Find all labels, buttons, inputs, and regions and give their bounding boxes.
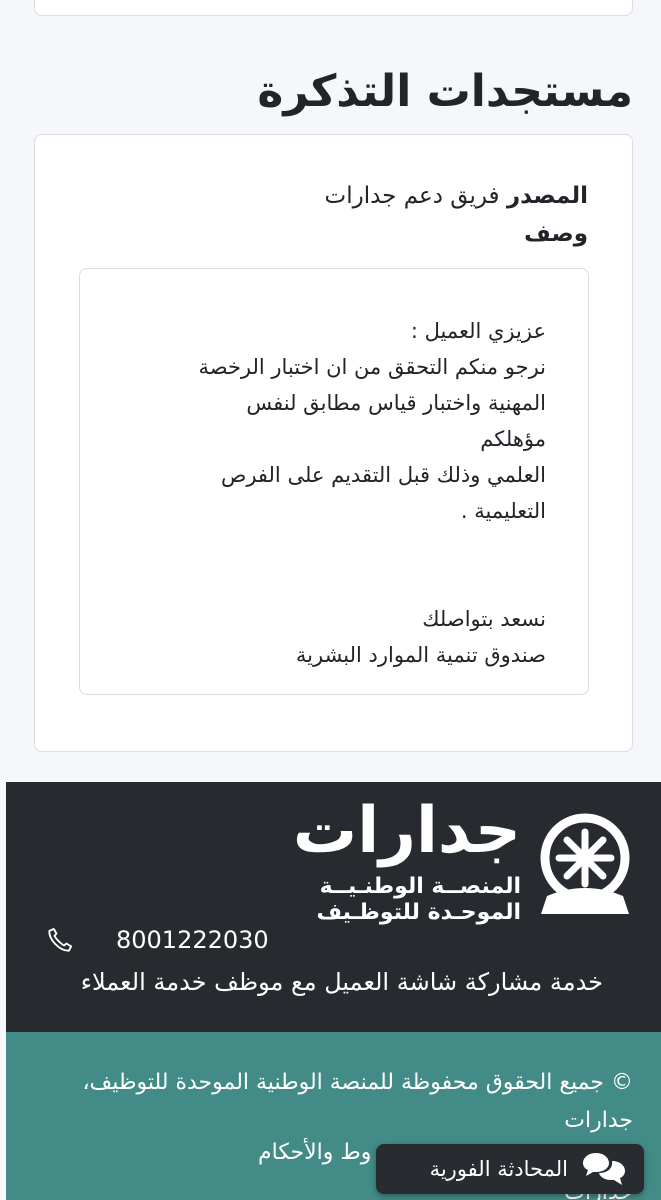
message-closing: نسعد بتواصلك (422, 607, 546, 631)
chat-bubbles-icon (582, 1151, 626, 1187)
logo-subtitle-line: المنصــة الوطنـيــة (319, 874, 521, 899)
source-label: المصدر (506, 183, 588, 209)
footer-dark (6, 782, 661, 1032)
phone-icon (46, 926, 74, 954)
live-chat-button[interactable] (376, 1144, 644, 1194)
copyright-text: © جميع الحقوق محفوظة للمنصة الوطنية الموحدة للتوظيف، جدارات (82, 1070, 633, 1133)
logo-wordmark: جدارات (292, 794, 521, 868)
message-line: العلمي وذلك قبل التقديم على الفرص (220, 463, 546, 487)
message-spacer (186, 529, 546, 601)
section-title: مستجدات التذكرة (257, 66, 633, 117)
message-line: نرجو منكم التحقق من ان اختبار الرخصة (198, 355, 546, 379)
live-chat-label: المحادثة الفورية (429, 1157, 568, 1181)
phone-row[interactable] (46, 926, 269, 954)
screen-share-service-link[interactable]: خدمة مشاركة شاشة العميل مع موظف خدمة العملاء (80, 968, 603, 996)
source-value: فريق دعم جدارات (324, 183, 500, 209)
logo-subtitle (316, 874, 521, 926)
message-line: التعليمية . (460, 499, 546, 523)
ticket-updates-card (34, 134, 633, 752)
message-body (186, 313, 546, 673)
message-box (79, 268, 589, 695)
jadarat-logo-icon (537, 810, 633, 920)
message-line: المهنية واختبار قياس مطابق لنفس مؤهلكم (246, 391, 546, 451)
previous-card (34, 0, 633, 16)
logo-subtitle-line: الموحـدة للتوظـيف (316, 900, 521, 925)
message-greeting: عزيزي العميل : (410, 319, 546, 343)
message-signature: صندوق تنمية الموارد البشرية (295, 643, 546, 667)
terms-link[interactable]: وط والأحكام (258, 1140, 372, 1165)
description-label: وصف (524, 221, 588, 247)
phone-number[interactable]: 8001222030 (116, 926, 269, 954)
source-row (325, 183, 588, 209)
